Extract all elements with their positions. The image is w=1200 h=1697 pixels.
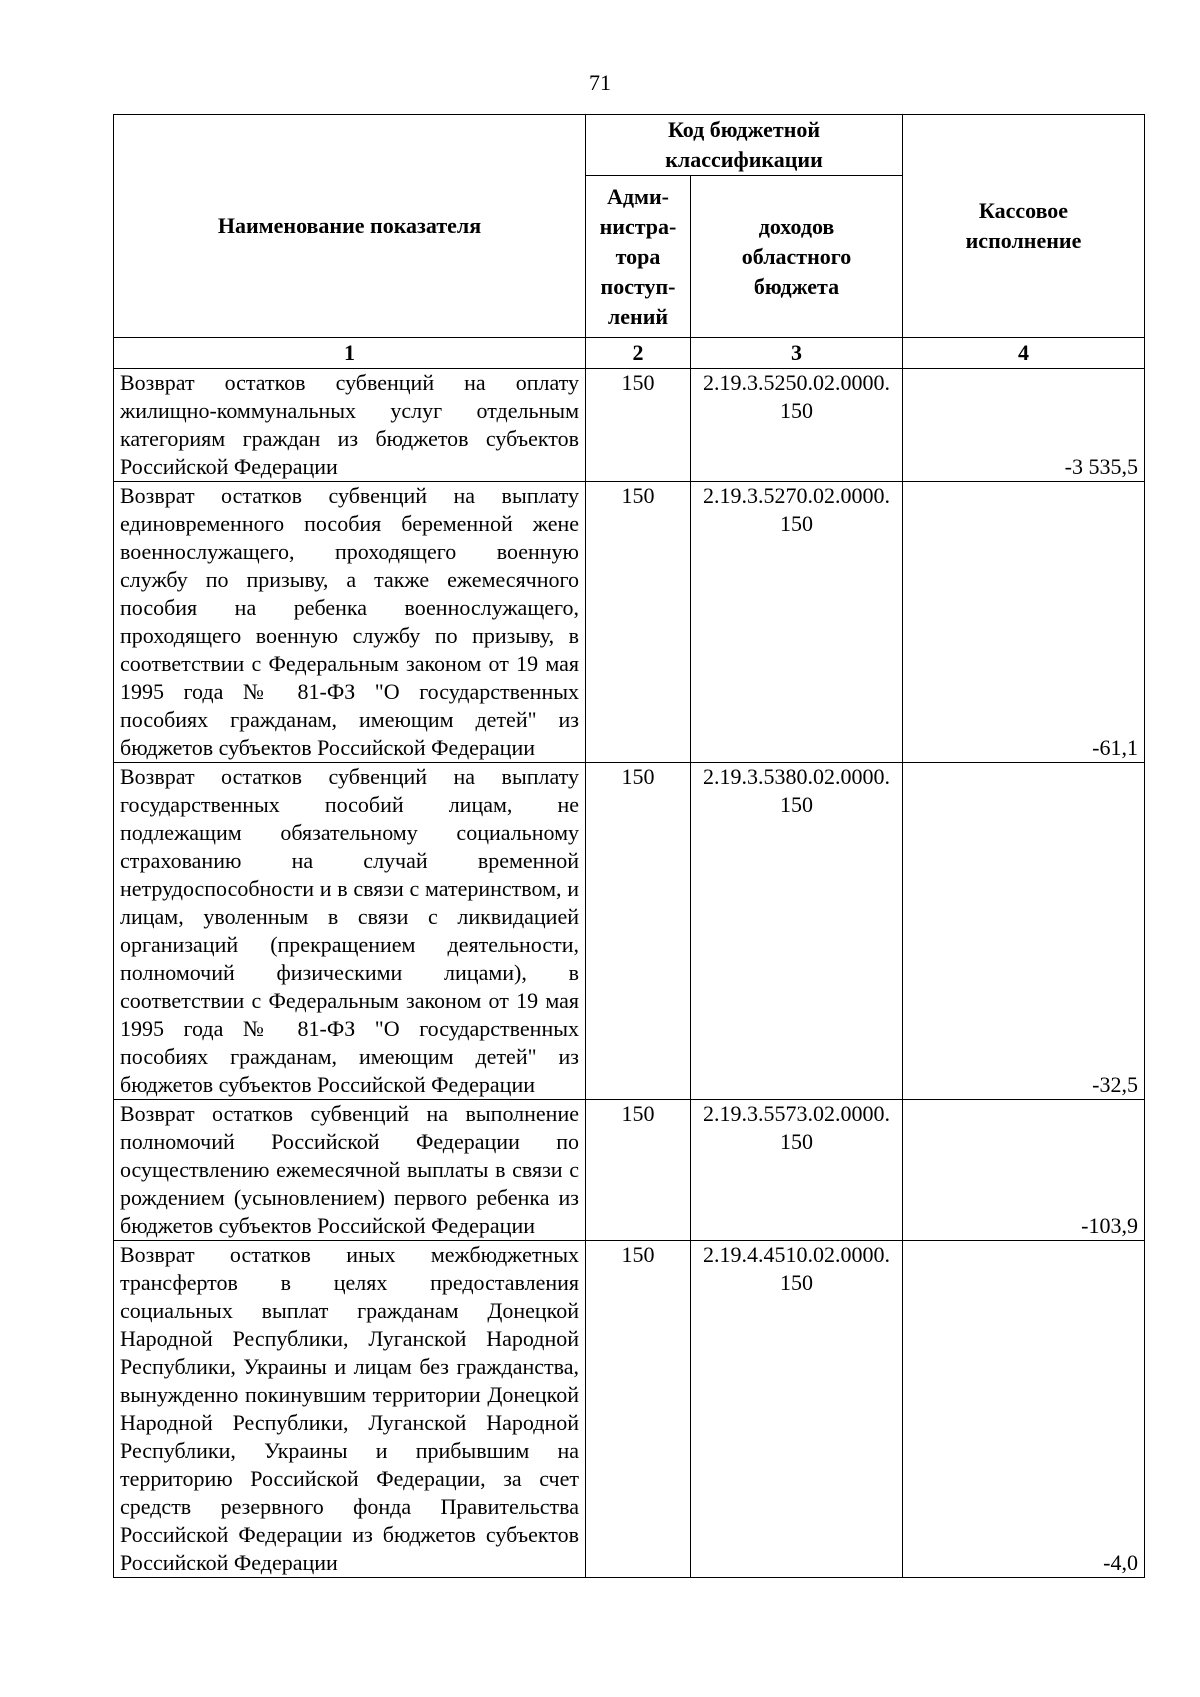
row-income-code-line: 150 (780, 1270, 813, 1295)
row-name: Возврат остатков иных межбюджетных трансфертов в целях предоставления социальных выплат гражданам Донецкой Народной Республики, Луганской Народной Республики, Украины и лицам без гражданства, вынужденно покинувшим территории Донецкой Народной Республики, Луганской Народной Республики, Украины и прибывшим на территорию Российской Федерации, за счет средств резервного фонда Правительства Российской Федерации из бюджетов субъектов Российской Федерации (114, 1241, 586, 1578)
header-indicator-name: Наименование показателя (114, 115, 586, 338)
table-row (114, 369, 1145, 482)
header-admin (586, 176, 691, 338)
table-row (114, 763, 1145, 1100)
table-row (114, 1100, 1145, 1241)
row-income-code (691, 1100, 903, 1241)
row-amount: -61,1 (903, 482, 1145, 763)
header-execution-line: Кассовое (978, 198, 1069, 223)
row-income-code-line: 150 (780, 398, 813, 423)
row-name: Возврат остатков субвенций на выплату государственных пособий лицам, не подлежащим обязательному социальному страхованию на случай временной нетрудоспособности и в связи с материнством, и лицам, уволенным в связи с ликвидацией организаций (прекращением деятельности, полномочий физическими лицами), в соответствии с Федеральным законом от 19 мая 1995 года № 81-ФЗ "О государственных пособиях гражданам, имеющим детей" из бюджетов субъектов Российской Федерации (114, 763, 586, 1100)
row-name: Возврат остатков субвенций на оплату жилищно-коммунальных услуг отдельным категориям граждан из бюджетов субъектов Российской Федерации (114, 369, 586, 482)
row-admin-code: 150 (586, 1100, 691, 1241)
row-income-code-line: 2.19.3.5250.02.0000. (703, 370, 890, 395)
row-income-code-line: 150 (780, 792, 813, 817)
column-number-row (114, 338, 1145, 369)
row-amount: -4,0 (903, 1241, 1145, 1578)
header-execution (903, 115, 1145, 338)
header-admin-line: тора (615, 243, 661, 269)
header-admin-line: нистра- (599, 213, 677, 239)
column-number: 4 (903, 338, 1145, 369)
column-number: 1 (114, 338, 586, 369)
budget-table (113, 114, 1145, 1578)
row-admin-code: 150 (586, 369, 691, 482)
row-income-code-line: 2.19.3.5573.02.0000. (703, 1101, 890, 1126)
header-income-line: областного (741, 243, 852, 269)
table-row (114, 1241, 1145, 1578)
row-name: Возврат остатков субвенций на выполнение полномочий Российской Федерации по осуществлению ежемесячной выплаты в связи с рождением (усыновлением) первого ребенка из бюджетов субъектов Российской Федерации (114, 1100, 586, 1241)
row-income-code (691, 369, 903, 482)
row-income-code-line: 150 (780, 511, 813, 536)
header-income-line: доходов (758, 213, 835, 239)
row-admin-code: 150 (586, 482, 691, 763)
column-number: 3 (691, 338, 903, 369)
header-admin-line: лений (607, 303, 669, 329)
row-income-code (691, 482, 903, 763)
table-row (114, 482, 1145, 763)
header-execution-line: исполнение (965, 228, 1082, 253)
header-income-code (691, 176, 903, 338)
row-income-code (691, 763, 903, 1100)
header-income-line: бюджета (753, 273, 840, 299)
row-income-code-line: 2.19.3.5270.02.0000. (703, 483, 890, 508)
column-number: 2 (586, 338, 691, 369)
row-income-code-line: 2.19.3.5380.02.0000. (703, 764, 890, 789)
page-number: 71 (589, 70, 611, 95)
row-admin-code: 150 (586, 1241, 691, 1578)
row-income-code-line: 2.19.4.4510.02.0000. (703, 1242, 890, 1267)
row-amount: -3 535,5 (903, 369, 1145, 482)
row-amount: -103,9 (903, 1100, 1145, 1241)
row-name: Возврат остатков субвенций на выплату единовременного пособия беременной жене военнослужащего, проходящего военную службу по призыву, а также ежемесячного пособия на ребенка военнослужащего, проходящего военную службу по призыву, в соответствии с Федеральным законом от 19 мая 1995 года № 81-ФЗ "О государственных пособиях гражданам, имеющим детей" из бюджетов субъектов Российской Федерации (114, 482, 586, 763)
row-admin-code: 150 (586, 763, 691, 1100)
header-code-group: Код бюджетной классификации (586, 115, 903, 176)
row-income-code (691, 1241, 903, 1578)
header-admin-line: поступ- (600, 273, 676, 299)
row-amount: -32,5 (903, 763, 1145, 1100)
header-admin-line: Адми- (606, 183, 669, 209)
row-income-code-line: 150 (780, 1129, 813, 1154)
